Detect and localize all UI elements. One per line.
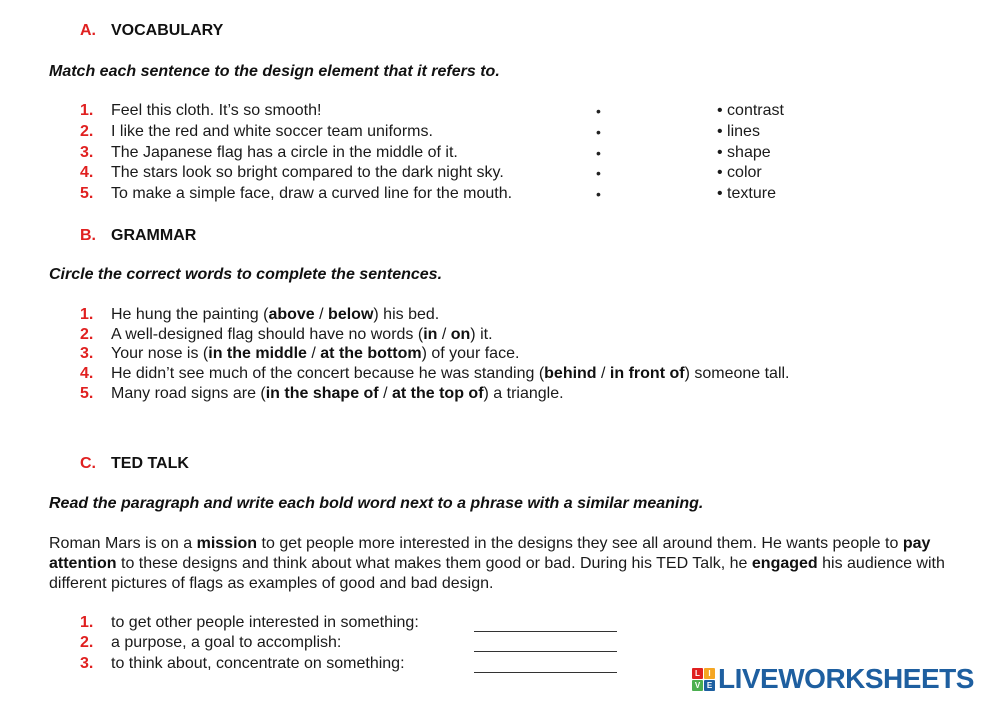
grammar-item-number: 2. [80, 326, 94, 343]
match-option-color[interactable]: • color [717, 164, 762, 181]
section-a-instruction: Match each sentence to the design element that it refers to. [49, 63, 500, 80]
grammar-item [111, 326, 493, 344]
vocab-item-text: I like the red and white soccer team uniforms. [111, 123, 433, 140]
grammar-item [111, 385, 564, 403]
grammar-option[interactable]: in the shape of [265, 385, 379, 402]
vocab-item-text: To make a simple face, draw a curved line for the mouth. [111, 185, 513, 202]
match-option-texture[interactable]: • texture [717, 185, 776, 202]
grammar-text: A well-designed flag should have no words ( [111, 326, 424, 343]
grammar-option[interactable]: below [328, 306, 374, 323]
logo-text: LIVEWORKSHEETS [718, 663, 974, 694]
grammar-option[interactable]: behind [544, 365, 597, 382]
grammar-item-number: 1. [80, 306, 94, 323]
vocab-item-number: 1. [80, 102, 94, 119]
ted-item-text: to think about, concentrate on something: [111, 655, 405, 672]
match-dot-left[interactable]: • [596, 165, 601, 181]
grammar-option[interactable]: in the middle [208, 345, 307, 362]
vocab-item-text: Feel this cloth. It’s so smooth! [111, 102, 322, 119]
ted-item-text: a purpose, a goal to accomplish: [111, 634, 342, 651]
match-dot-left[interactable]: • [596, 124, 601, 140]
section-a-title: VOCABULARY [111, 22, 224, 39]
logo-cell: V [692, 680, 703, 691]
section-a-letter: A. [80, 22, 96, 39]
paragraph-text: to get people more interested in the designs they see all around them. He wants people to [257, 535, 903, 552]
ted-talk-paragraph [49, 534, 969, 594]
match-option-lines[interactable]: • lines [717, 123, 760, 140]
match-option-contrast[interactable]: • contrast [717, 102, 784, 119]
grammar-text: He hung the painting ( [111, 306, 269, 323]
grammar-text: Your nose is ( [111, 345, 209, 362]
grammar-item-number: 3. [80, 345, 94, 362]
grammar-option[interactable]: at the top of [391, 385, 484, 402]
grammar-item-number: 5. [80, 385, 94, 402]
grammar-text: Many road signs are ( [111, 385, 266, 402]
grammar-separator: / [306, 345, 321, 362]
vocab-item-text: The Japanese flag has a circle in the middle of it. [111, 144, 458, 161]
paragraph-text: to these designs and think about what makes them good or bad. During his TED Talk, he [116, 555, 752, 572]
match-dot-left[interactable]: • [596, 103, 601, 119]
grammar-item [111, 365, 790, 383]
logo-cell: I [704, 668, 715, 679]
grammar-option[interactable]: above [268, 306, 315, 323]
vocab-item-number: 4. [80, 164, 94, 181]
paragraph-text: his audience with different pictures of flags as examples of good and bad design. [49, 555, 945, 592]
grammar-option[interactable]: on [450, 326, 471, 343]
ted-item-number: 2. [80, 634, 94, 651]
grammar-text: ) it. [470, 326, 493, 343]
grammar-option[interactable]: in front of [609, 365, 685, 382]
grammar-text: ) a triangle. [483, 385, 564, 402]
match-dot-left[interactable]: • [596, 186, 601, 202]
liveworksheets-logo [692, 664, 974, 694]
grammar-text: He didn’t see much of the concert because he was standing ( [111, 365, 545, 382]
grammar-text: ) of your face. [421, 345, 520, 362]
answer-blank-1[interactable] [474, 631, 617, 632]
grammar-separator: / [314, 306, 329, 323]
vocab-item-number: 2. [80, 123, 94, 140]
bold-word: mission [196, 535, 258, 552]
logo-cell: L [692, 668, 703, 679]
ted-item-number: 3. [80, 655, 94, 672]
section-c-instruction: Read the paragraph and write each bold word next to a phrase with a similar meaning. [49, 495, 704, 512]
bold-word: engaged [751, 555, 818, 572]
grammar-separator: / [437, 326, 451, 343]
grammar-separator: / [596, 365, 610, 382]
grammar-item [111, 345, 519, 363]
answer-blank-2[interactable] [474, 651, 617, 652]
grammar-option[interactable]: in [423, 326, 438, 343]
grammar-item [111, 306, 439, 324]
vocab-item-number: 5. [80, 185, 94, 202]
grammar-separator: / [378, 385, 392, 402]
grammar-item-number: 4. [80, 365, 94, 382]
ted-item-number: 1. [80, 614, 94, 631]
section-c-letter: C. [80, 455, 96, 472]
logo-icon [692, 668, 715, 691]
vocab-item-number: 3. [80, 144, 94, 161]
grammar-text: ) someone tall. [684, 365, 790, 382]
paragraph-text: Roman Mars is on a [49, 535, 197, 552]
bold-word: pay attention [49, 535, 931, 572]
match-dot-left[interactable]: • [596, 145, 601, 161]
ted-item-text: to get other people interested in something: [111, 614, 419, 631]
section-b-title: GRAMMAR [111, 227, 197, 244]
grammar-option[interactable]: at the bottom [320, 345, 422, 362]
section-b-letter: B. [80, 227, 96, 244]
logo-cell: E [704, 680, 715, 691]
section-c-title: TED TALK [111, 455, 189, 472]
vocab-item-text: The stars look so bright compared to the dark night sky. [111, 164, 504, 181]
section-b-instruction: Circle the correct words to complete the sentences. [49, 266, 443, 283]
match-option-shape[interactable]: • shape [717, 144, 771, 161]
grammar-text: ) his bed. [373, 306, 440, 323]
answer-blank-3[interactable] [474, 672, 617, 673]
